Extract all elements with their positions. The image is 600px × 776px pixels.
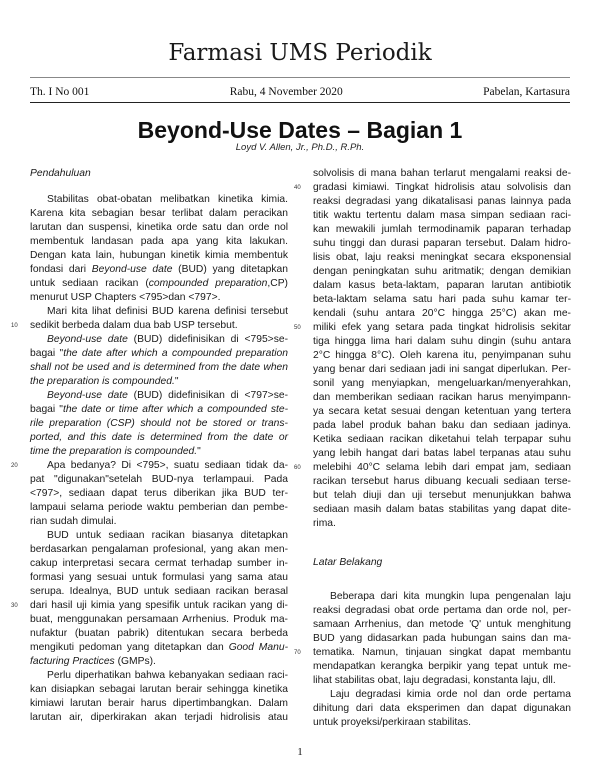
text-line: BUD yang didasarkan pada hubungan sains dan ma-: [313, 633, 571, 644]
line-number: 60: [294, 465, 301, 471]
text-line: membentuk landasan pada apa yang kita lakukan.: [30, 236, 288, 247]
issue-place: Pabelan, Kartasura: [483, 86, 570, 98]
text-line: sonil yang menyiapkan, mengeluarkan/menyerahkan,: [313, 378, 571, 389]
line-number: 50: [294, 325, 301, 331]
text-line: serupa. Idealnya, BUD untuk sediaan racikan berasal: [30, 586, 288, 597]
text-line: [30, 417, 288, 431]
italic-text: Beyond-use date: [91, 264, 173, 275]
line-number: 70: [294, 650, 301, 656]
left-column: [11, 167, 289, 725]
text-line: rima.: [313, 518, 336, 529]
text-line: racikan tersebut harus dibuang kecuali sediaan terse-: [313, 476, 571, 487]
text-line: mendapatkan kerangka berpikir yang tepat untuk me-: [313, 661, 571, 672]
italic-text: ported, and this date is determined from the date or: [30, 432, 288, 443]
text-line: bagai "the date after which a compounded preparation: [30, 348, 288, 359]
text-line: reaksi degradasi obat orde pertama dan orde nol, per-: [313, 605, 571, 616]
text-line: 60 melebihi 40°C selama lebih dari empat jam, sediaan: [294, 462, 571, 473]
header-rule-thick: [30, 102, 570, 103]
paragraph: [11, 459, 288, 529]
text-line: formasi yang sesuai untuk formulasi yang sama atau: [30, 572, 288, 583]
text-line: berdasarkan pengalaman profesional, yang akan men-: [30, 544, 288, 555]
italic-text: the date or time after which a compounded ste-: [62, 404, 288, 415]
text-line: untuk proyeksi/perkiraan stabilitas.: [313, 717, 471, 728]
text-line: facturing Practices (GMPs).: [30, 656, 156, 667]
text-line: kendali (suhu antara 20°C hingga 25°C) akan me-: [313, 308, 571, 319]
text-line: 2°C hingga 8°C). Oleh karena itu, penyimpanan suhu: [313, 350, 571, 361]
paragraph: [11, 529, 288, 669]
line-number: 30: [11, 603, 18, 609]
text-line: fondasi dari Beyond-use date (BUD) yang ditetapkan: [30, 264, 288, 275]
text-line: ya secara ketat sesuai dengan ketentuan yang tertera: [313, 406, 571, 417]
text-line: BUD untuk sediaan racikan biasanya ditetapkan: [47, 530, 288, 541]
text-line: yang lebih hangat dari batas label terpanas atau suhu: [313, 448, 571, 459]
text-line: yang benar dari sediaan jadi ini sangat diperlukan. Per-: [313, 364, 571, 375]
text-line: cakup interpretasi secara cermat terhadap sumber in-: [30, 558, 288, 569]
text-line: lisis obat, laju reaksi meningkat secara eksponensial: [313, 252, 571, 263]
text-line: pat "digunakan"setelah BUD-nya terlampaui. Pada: [30, 474, 288, 485]
page-number: 1: [297, 746, 303, 758]
text-line: beta-laktam selama satu hari pada suhu kamar ter-: [313, 294, 571, 305]
text-line: samaan Arrhenius, dan metode 'Q' untuk menghitung: [313, 619, 571, 630]
text-line: Beyond-use date (BUD) didefinisikan di <797>se-: [47, 390, 289, 401]
right-column: [294, 167, 571, 730]
issue-info-row: [30, 85, 570, 99]
section-heading: Latar Belakang: [313, 557, 383, 568]
text-line: [30, 361, 288, 375]
text-line: Mari kita lihat definisi BUD karena definisi tersebut: [47, 306, 288, 317]
text-line: suhu tinggi dan durasi paparan tersebut. Dalam hidro-: [313, 238, 571, 249]
text-line: 70 tematika. Namun, tinjauan singkat dapat membantu: [294, 647, 571, 658]
text-line: solvolisis di mana bahan terlarut mengalami reaksi de-: [313, 168, 571, 179]
text-line: <797>, sediaan dapat terus diberikan jika BUD ter-: [30, 488, 288, 499]
paragraph: [313, 688, 571, 730]
journal-title: Farmasi UMS Periodik: [168, 40, 432, 66]
italic-text: compounded preparation: [148, 278, 268, 289]
text-line: dalam kasus beta-laktam, paparan larutan antibiotik: [313, 280, 571, 291]
text-line: Ketika sediaan racikan diketahui telah terpapar suhu: [313, 434, 571, 445]
article-author: Loyd V. Allen, Jr., Ph.D., R.Ph.: [235, 142, 365, 153]
text-line: mengikuti pedoman yang ditetapkan dan Good Manu-: [30, 642, 288, 653]
line-number: 10: [11, 323, 18, 329]
italic-text: the preparation is compounded.: [30, 376, 175, 387]
text-line: Stabilitas obat-obatan melibatkan kinetika kimia.: [47, 194, 288, 205]
text-line: bagai "the date or time after which a compounded ste-: [30, 404, 288, 415]
italic-text: facturing Practices: [30, 656, 115, 667]
text-line: dengan peningkatan suhu aritmatik; dengan demikian: [313, 266, 571, 277]
issue-date: Rabu, 4 November 2020: [229, 86, 343, 98]
text-line: Beberapa dari kita mungkin lupa pengenalan laju: [330, 591, 571, 602]
text-line: larutan dan suspensi, kinetika orde satu dan orde nol: [30, 222, 288, 233]
issue-number: Th. I No 001: [30, 86, 90, 98]
italic-text: time the preparation is compounded.: [30, 446, 198, 457]
text-line: rian sudah dimulai.: [30, 516, 117, 527]
article-title: Beyond-Use Dates – Bagian 1: [137, 117, 463, 143]
text-line: reaksi degradasi yang dikatalisasi panas lainnya pada: [313, 196, 571, 207]
italic-text: Beyond-use date: [47, 334, 128, 345]
text-line: 30 dari hasil uji kimia yang spesifik untuk racikan yang di-: [11, 600, 288, 611]
text-line: Laju degradasi kimia orde nol dan orde pertama: [330, 689, 571, 700]
text-line: untuk sediaan racikan (compounded preparation,CP): [30, 278, 288, 289]
text-line: lihat stabilitas obat, laju degradasi, konstanta laju, dll.: [313, 675, 556, 686]
text-line: dan memberikan sediaan racikan harus menyimpann-: [313, 392, 571, 403]
paragraph: [30, 389, 288, 459]
italic-text: rile preparation (CSP) should not be stored or trans-: [30, 418, 288, 429]
paragraph: [30, 669, 288, 725]
paragraph: [11, 305, 288, 333]
text-line: kan disiapkan sebagai larutan berair sehingga kinetika: [30, 684, 288, 695]
text-line: time the preparation is compounded.": [30, 446, 201, 457]
paragraph: [30, 333, 288, 389]
paragraph: [30, 193, 288, 305]
italic-text: the date after which a compounded preparation: [63, 348, 288, 359]
text-line: pada label produk bahan baku dan sediaan jadinya.: [313, 420, 571, 431]
text-line: dihitung dari data eksperimen dan dapat digunakan: [313, 703, 571, 714]
line-number: 40: [294, 185, 301, 191]
text-line: Perlu diperhatikan bahwa kebanyakan sediaan raci-: [47, 670, 288, 681]
text-line: nufaktur (buatan pabrik) ditentukan secara berbeda: [30, 628, 288, 639]
text-line: kimiawi larutan berair harus dipertimbangkan. Dalam: [30, 698, 288, 709]
text-line: 40 gradasi kimiawi. Tingkat hidrolisis atau solvolisis dan: [294, 182, 571, 193]
text-line: but telah diuji dan uji tersebut menunjukkan bahwa: [313, 490, 571, 501]
text-line: [30, 431, 288, 445]
text-line: titik waktu tertentu dalam masa simpan sediaan raci-: [313, 210, 571, 221]
text-line: Dengan kata lain, hubungan kinetik kimia membentuk: [30, 250, 288, 261]
paragraph: [294, 590, 571, 688]
text-line: Beyond-use date (BUD) didefinisikan di <795>se-: [47, 334, 289, 345]
text-line: sediaan masih dalam batas stabilitas yang dapat dite-: [313, 504, 571, 515]
text-line: larutan air, diperkirakan akan terjadi hidrolisis atau: [30, 712, 288, 723]
section-heading: Pendahuluan: [30, 168, 91, 179]
text-line: Karena kita sebagian besar terlibat dalam peracikan: [30, 208, 288, 219]
text-line: the preparation is compounded.": [30, 376, 179, 387]
text-line: 10 sedikit berbeda dalam dua bab USP tersebut.: [11, 320, 238, 331]
text-line: 50 miliki efek yang setara pada tingkat hidrolisis sekitar: [294, 322, 571, 333]
italic-text: shall not be used and is determined from the date when: [30, 362, 288, 373]
italic-text: Beyond-use date: [47, 390, 128, 401]
paragraph: [294, 167, 571, 531]
text-line: menurut USP Chapters <795>dan <797>.: [30, 292, 221, 303]
text-line: lampaui selama periode waktu pemberian dan pembe-: [30, 502, 288, 513]
text-line: buat, menggunakan persamaan Arrhenius. Produk ma-: [30, 614, 288, 625]
text-line: 20 Apa bedanya? Di <795>, suatu sediaan tidak da-: [11, 460, 288, 471]
italic-text: Good Manu-: [228, 642, 288, 653]
line-number: 20: [11, 463, 18, 469]
header-rule: [30, 77, 570, 78]
text-line: tiga hingga lima hari dalam suhu dingin (suhu antara: [313, 336, 571, 347]
text-line: kan mewakili jumlah termodinamik paparan terhadap: [313, 224, 571, 235]
